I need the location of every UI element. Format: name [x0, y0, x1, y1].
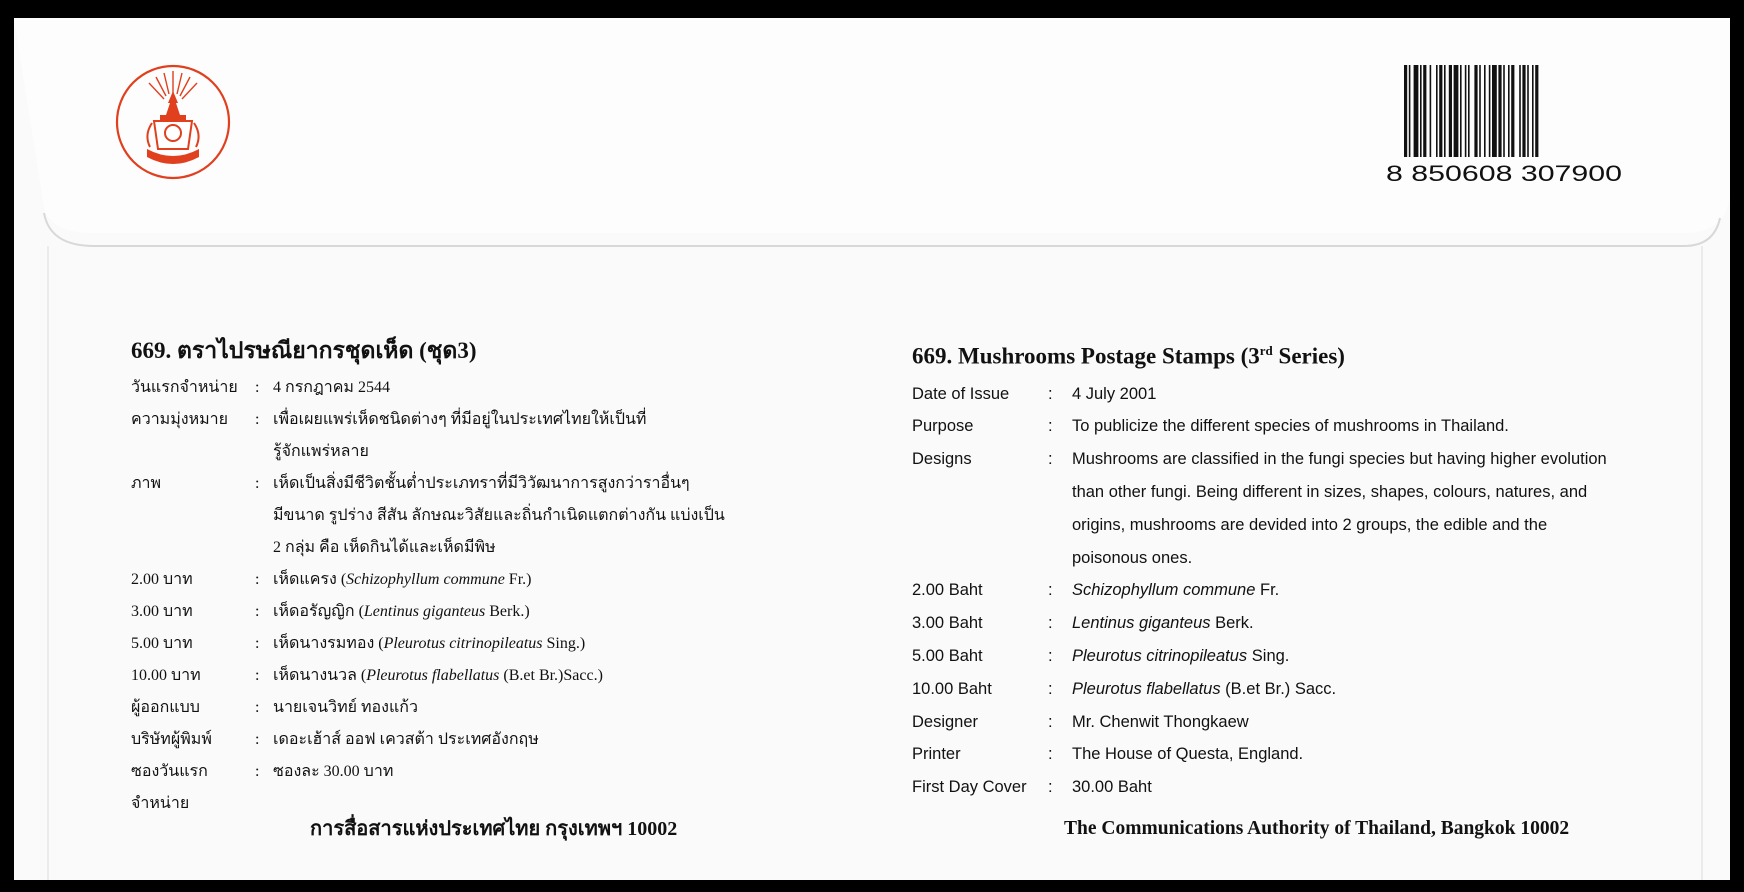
value-text: เห็ดเป็นสิ่งมีชีวิตชั้นต่ำประเภทราที่มีวิวัฒนาการสูงกว่าราอื่นๆ [273, 475, 690, 492]
thai-footer: การสื่อสารแห่งประเทศไทย กรุงเทพฯ 10002 [310, 818, 678, 840]
info-row [131, 724, 871, 756]
english-heading-end: Series) [1272, 343, 1345, 369]
row-value [1068, 443, 1672, 476]
row-value [273, 564, 871, 596]
row-value [1068, 378, 1672, 411]
value-text: poisonous ones. [1072, 548, 1193, 567]
info-row [912, 706, 1672, 739]
barcode-bar [1430, 65, 1432, 157]
info-row [131, 692, 871, 724]
info-row [131, 756, 871, 820]
royal-crown-seal-icon [114, 63, 232, 181]
info-row [131, 500, 871, 532]
barcode-bar [1409, 65, 1411, 157]
row-colon: : [1048, 384, 1053, 403]
row-label: Printer [912, 745, 961, 764]
row-colon: : [255, 731, 260, 748]
info-row [912, 771, 1672, 804]
barcode-bar [1474, 65, 1477, 157]
row-label: ซองวันแรกจำหน่าย [131, 763, 208, 812]
thai-rows [131, 372, 871, 820]
info-row [912, 542, 1672, 575]
value-text: 2 กลุ่ม คือ เห็ดกินได้และเห็ดมีพิษ [273, 539, 496, 556]
thai-section [131, 336, 871, 820]
english-rows [912, 378, 1672, 804]
row-colon: : [255, 699, 260, 716]
species-name: Pleurotus citrinopileatus [383, 635, 543, 652]
row-label: 3.00 บาท [131, 603, 193, 620]
value-text: เพื่อเผยแพร่เห็ดชนิดต่างๆ ที่มีอยู่ในประเทศไทยให้เป็นที่ [273, 411, 647, 428]
species-name: Schizophyllum commune [346, 571, 505, 588]
row-colon: : [255, 635, 260, 652]
barcode-bar [1484, 65, 1486, 157]
row-label: Designs [912, 450, 972, 469]
row-colon: : [1048, 647, 1053, 666]
value-text: 30.00 Baht [1072, 778, 1152, 797]
row-value [273, 436, 871, 468]
row-value [1068, 607, 1672, 640]
value-text: มีขนาด รูปร่าง สีสัน ลักษณะวิสัยและถิ่นกำเนิดแตกต่างกัน แบ่งเป็น [273, 507, 725, 524]
value-text: Fr.) [504, 571, 532, 588]
barcode-bar [1449, 65, 1452, 157]
thai-heading: 669. ตราไปรษณียากรชุดเห็ด (ชุด3) [131, 338, 477, 363]
info-row [131, 660, 871, 692]
row-label: 3.00 Baht [912, 614, 983, 633]
row-label: 2.00 Baht [912, 581, 983, 600]
row-value [1068, 673, 1672, 706]
row-value [1068, 574, 1672, 607]
value-text: To publicize the different species of mushrooms in Thailand. [1072, 417, 1509, 436]
row-label: 5.00 Baht [912, 647, 983, 666]
row-colon: : [255, 411, 260, 428]
row-value [273, 596, 871, 628]
species-name: Lentinus giganteus [1072, 614, 1211, 633]
value-text: 4 กรกฎาคม 2544 [273, 379, 390, 396]
row-label: บริษัทผู้พิมพ์ [131, 731, 212, 748]
row-value [273, 628, 871, 660]
row-value [1068, 640, 1672, 673]
barcode-bar [1532, 65, 1534, 157]
row-value [1068, 542, 1672, 575]
row-value [273, 724, 871, 756]
barcode-bar [1479, 65, 1481, 157]
barcode-bar [1436, 65, 1438, 157]
english-heading-main: 669. Mushrooms Postage Stamps (3 [912, 343, 1260, 369]
row-value [1068, 771, 1672, 804]
row-label: วันแรกจำหน่าย [131, 379, 238, 396]
barcode-bar [1468, 65, 1470, 157]
row-value [273, 660, 871, 692]
info-row [131, 564, 871, 596]
barcode-bar [1454, 65, 1459, 157]
row-colon: : [255, 571, 260, 588]
row-value [1068, 706, 1672, 739]
barcode-bar [1465, 65, 1467, 157]
row-colon: : [255, 603, 260, 620]
row-label: 2.00 บาท [131, 571, 193, 588]
row-label: Date of Issue [912, 384, 1010, 403]
species-name: Schizophyllum commune [1072, 581, 1256, 600]
info-row [912, 443, 1672, 476]
row-colon: : [255, 763, 260, 780]
info-row [912, 738, 1672, 771]
value-text: origins, mushrooms are devided into 2 groups, the edible and the [1072, 515, 1548, 534]
value-text: Mushrooms are classified in the fungi species but having higher evolution [1072, 450, 1607, 469]
row-colon: : [1048, 417, 1053, 436]
value-text: เห็ดนางรมทอง ( [273, 635, 384, 652]
row-label: 5.00 บาท [131, 635, 193, 652]
row-colon: : [255, 379, 260, 396]
info-row [912, 509, 1672, 542]
row-colon: : [1048, 679, 1053, 698]
row-value [1068, 738, 1672, 771]
value-text: (B.et Br.)Sacc.) [499, 667, 603, 684]
value-text: รู้จักแพร่หลาย [273, 443, 369, 460]
barcode-bar [1503, 65, 1505, 157]
row-value [273, 372, 871, 404]
barcode-bar [1522, 65, 1525, 157]
row-value [273, 468, 871, 500]
barcode-bar [1508, 65, 1510, 157]
value-text: Sing.) [542, 635, 586, 652]
info-row [912, 673, 1672, 706]
english-heading [912, 336, 1672, 372]
row-value [1068, 410, 1672, 443]
value-text: Berk. [1210, 614, 1254, 633]
row-label: Designer [912, 712, 979, 731]
row-label: ผู้ออกแบบ [131, 699, 200, 716]
barcode-bar [1498, 65, 1501, 157]
info-row [131, 628, 871, 660]
row-value [1068, 476, 1672, 509]
species-name: Lentinus giganteus [363, 603, 486, 620]
row-label: First Day Cover [912, 778, 1027, 797]
species-name: Pleurotus citrinopileatus [1072, 647, 1248, 666]
row-value [273, 500, 871, 532]
info-row [131, 436, 871, 468]
value-text: than other fungi. Being different in sizes, shapes, colours, natures, and [1072, 483, 1588, 502]
row-colon: : [1048, 745, 1053, 764]
barcode-bar [1519, 65, 1521, 157]
row-colon: : [1048, 450, 1053, 469]
value-text: Sing. [1247, 647, 1290, 666]
species-name: Pleurotus flabellatus [366, 667, 500, 684]
row-colon: : [1048, 614, 1053, 633]
info-row [912, 607, 1672, 640]
row-value [273, 756, 871, 788]
barcode-bar [1492, 65, 1497, 157]
row-value [273, 692, 871, 724]
row-colon: : [255, 475, 260, 492]
info-row [912, 574, 1672, 607]
info-row [912, 476, 1672, 509]
barcode-bar [1527, 65, 1529, 157]
info-row [131, 532, 871, 564]
barcode-bar [1511, 65, 1514, 157]
value-text: นายเจนวิทย์ ทองแก้ว [273, 699, 418, 716]
value-text: เห็ดนางนวล ( [273, 667, 367, 684]
barcode-bar [1414, 65, 1419, 157]
row-label: 10.00 Baht [912, 679, 992, 698]
value-text: เดอะเฮ้าส์ ออฟ เควสต้า ประเทศอังกฤษ [273, 731, 539, 748]
row-colon: : [1048, 778, 1053, 797]
row-value [273, 532, 871, 564]
info-row [912, 640, 1672, 673]
value-text: Mr. Chenwit Thongkaew [1072, 712, 1249, 731]
species-name: Pleurotus flabellatus [1072, 679, 1221, 698]
barcode-bar [1535, 65, 1538, 157]
barcode-bar [1420, 65, 1422, 157]
barcode-bar [1489, 65, 1491, 157]
value-text: 4 July 2001 [1072, 384, 1157, 403]
info-row [912, 378, 1672, 411]
info-row [131, 404, 871, 436]
info-row [912, 410, 1672, 443]
barcode-bar [1460, 65, 1462, 157]
row-label: ความมุ่งหมาย [131, 411, 229, 428]
row-label: Purpose [912, 417, 974, 436]
barcode-digits: 8 850608 307900 [1386, 161, 1622, 185]
row-colon: : [1048, 581, 1053, 600]
value-text: The House of Questa, England. [1072, 745, 1304, 764]
value-text: ซองละ 30.00 บาท [273, 763, 394, 780]
value-text: เห็ดแครง ( [273, 571, 347, 588]
barcode-bar [1439, 65, 1442, 157]
english-footer: The Communications Authority of Thailand, Bangkok 10002 [1064, 818, 1570, 839]
barcode [1384, 65, 1624, 185]
info-row [131, 468, 871, 500]
value-text: Berk.) [485, 603, 530, 620]
english-section [912, 336, 1672, 804]
value-text: (B.et Br.) Sacc. [1220, 679, 1337, 698]
row-colon: : [255, 667, 260, 684]
info-row [131, 596, 871, 628]
barcode-bar [1423, 65, 1426, 157]
info-row [131, 372, 871, 404]
row-label: ภาพ [131, 475, 162, 492]
english-heading-sup: rd [1259, 343, 1273, 358]
row-value [273, 404, 871, 436]
barcode-bar [1404, 65, 1407, 157]
row-colon: : [1048, 712, 1053, 731]
value-text: เห็ดอรัญญิก ( [273, 603, 364, 620]
barcode-bar [1444, 65, 1446, 157]
row-value [1068, 509, 1672, 542]
value-text: Fr. [1255, 581, 1280, 600]
row-label: 10.00 บาท [131, 667, 201, 684]
